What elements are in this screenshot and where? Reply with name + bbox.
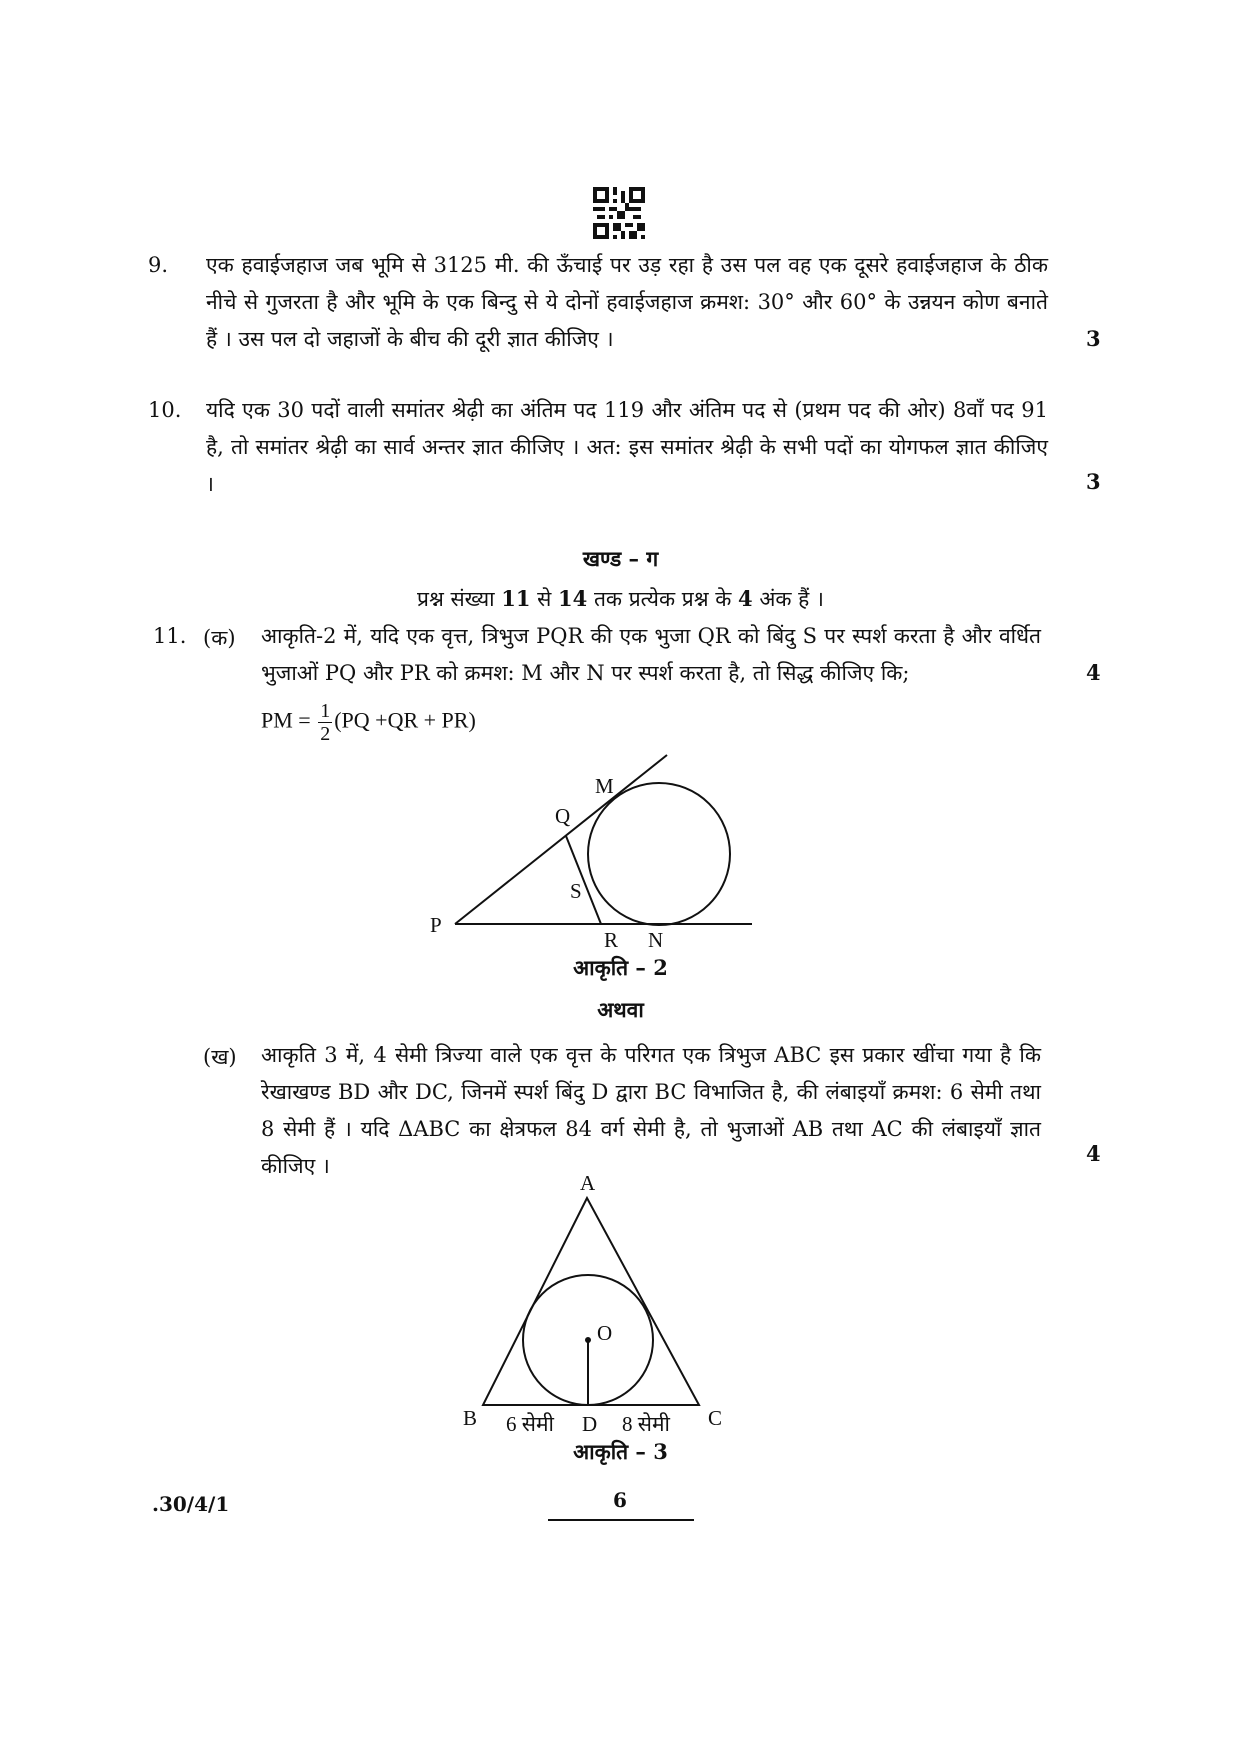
question-text: एक हवाईजहाज जब भूमि से 3125 मी. की ऊँचाई पर उड़ रहा है उस पल वह एक दूसरे हवाईजहाज के ठीक नीचे से गुजरता है और भूमि के एक बिन्दु से ये दोनों हवाईजहाज क्रमश: 30° और 60° के उन्नयन कोण बनाते हैं । उस पल दो जहाजों के बीच की दूरी ज्ञात कीजिए । [206, 253, 1048, 351]
section-title: खण्ड – ग [582, 546, 659, 571]
label-dc-length: 8 सेमी [622, 1412, 670, 1436]
figure-2-caption: आकृति – 2 [573, 955, 668, 980]
label-a: A [580, 1171, 596, 1195]
label-o: O [597, 1321, 613, 1345]
question-11a-label: (क) [203, 626, 236, 650]
instruction-text: प्रश्न संख्या [417, 587, 502, 611]
label-b: B [463, 1406, 478, 1430]
label-c: C [708, 1406, 723, 1430]
instruction-marks: 4 [738, 586, 753, 611]
label-bd-length: 6 सेमी [506, 1412, 554, 1436]
label-n: N [648, 928, 664, 952]
question-11a-text: आकृति-2 में, यदि एक वृत्त, त्रिभुज PQR की एक भुजा QR को बिंदु S पर स्पर्श करता है और वर्धित भुजाओं PQ और PR को क्रमश: M और N पर स्पर्श करता है, तो सिद्ध कीजिए कि; [261, 624, 1041, 685]
question-11-number: 11. [153, 624, 187, 648]
question-number: 10. [148, 398, 182, 422]
question-10-marks: 3 [1086, 469, 1101, 494]
question-11a-marks: 4 [1086, 660, 1101, 685]
label-s: S [570, 879, 582, 903]
instruction-text: अंक हैं । [752, 587, 824, 611]
label-p: P [430, 913, 442, 937]
question-11b-label: (ख) [203, 1045, 237, 1069]
fraction-numerator: 1 [320, 700, 331, 722]
question-9-marks: 3 [1086, 326, 1101, 351]
fraction-denominator: 2 [320, 723, 331, 745]
figure-3-caption: आकृति – 3 [573, 1439, 668, 1464]
label-r: R [604, 928, 619, 952]
triangle-abc [483, 1198, 699, 1405]
question-11b-text: आकृति 3 में, 4 सेमी त्रिज्या वाले एक वृत्त के परिगत एक त्रिभुज ABC इस प्रकार खींचा गया है कि रेखाखण्ड BD और DC, जिनमें स्पर्श बिंदु D द्वारा BC विभाजित है, की लंबाइयाँ क्रमश: 6 सेमी तथा 8 सेमी हैं । यदि ΔABC का क्षेत्रफल 84 वर्ग सेमी है, तो भुजाओं AB तथा AC की लंबाइयाँ ज्ञात कीजिए । [261, 1043, 1041, 1178]
footer-rule [548, 1519, 694, 1521]
label-q: Q [555, 804, 571, 828]
or-label: अथवा [597, 997, 644, 1022]
page-number: 6 [613, 1488, 627, 1512]
formula-rhs: (PQ +QR + PR) [334, 707, 476, 733]
instruction-to: 14 [558, 586, 588, 611]
label-d: D [582, 1412, 598, 1436]
instruction-text: तक प्रत्येक प्रश्न के [587, 587, 739, 611]
center-o [585, 1337, 591, 1343]
paper-code: .30/4/1 [152, 1492, 230, 1516]
question-number: 9. [148, 253, 169, 277]
label-m: M [595, 774, 614, 798]
instruction-from: 11 [501, 586, 531, 611]
question-11b-marks: 4 [1086, 1141, 1101, 1166]
instruction-text: से [530, 587, 559, 611]
formula-lhs: PM = [261, 707, 311, 733]
question-text: यदि एक 30 पदों वाली समांतर श्रेढ़ी का अंतिम पद 119 और अंतिम पद से (प्रथम पद की ओर) 8वाँ पद 91 है, तो समांतर श्रेढ़ी का सार्व अन्तर ज्ञात कीजिए । अत: इस समांतर श्रेढ़ी के सभी पदों का योगफल ज्ञात कीजिए । [206, 398, 1048, 496]
